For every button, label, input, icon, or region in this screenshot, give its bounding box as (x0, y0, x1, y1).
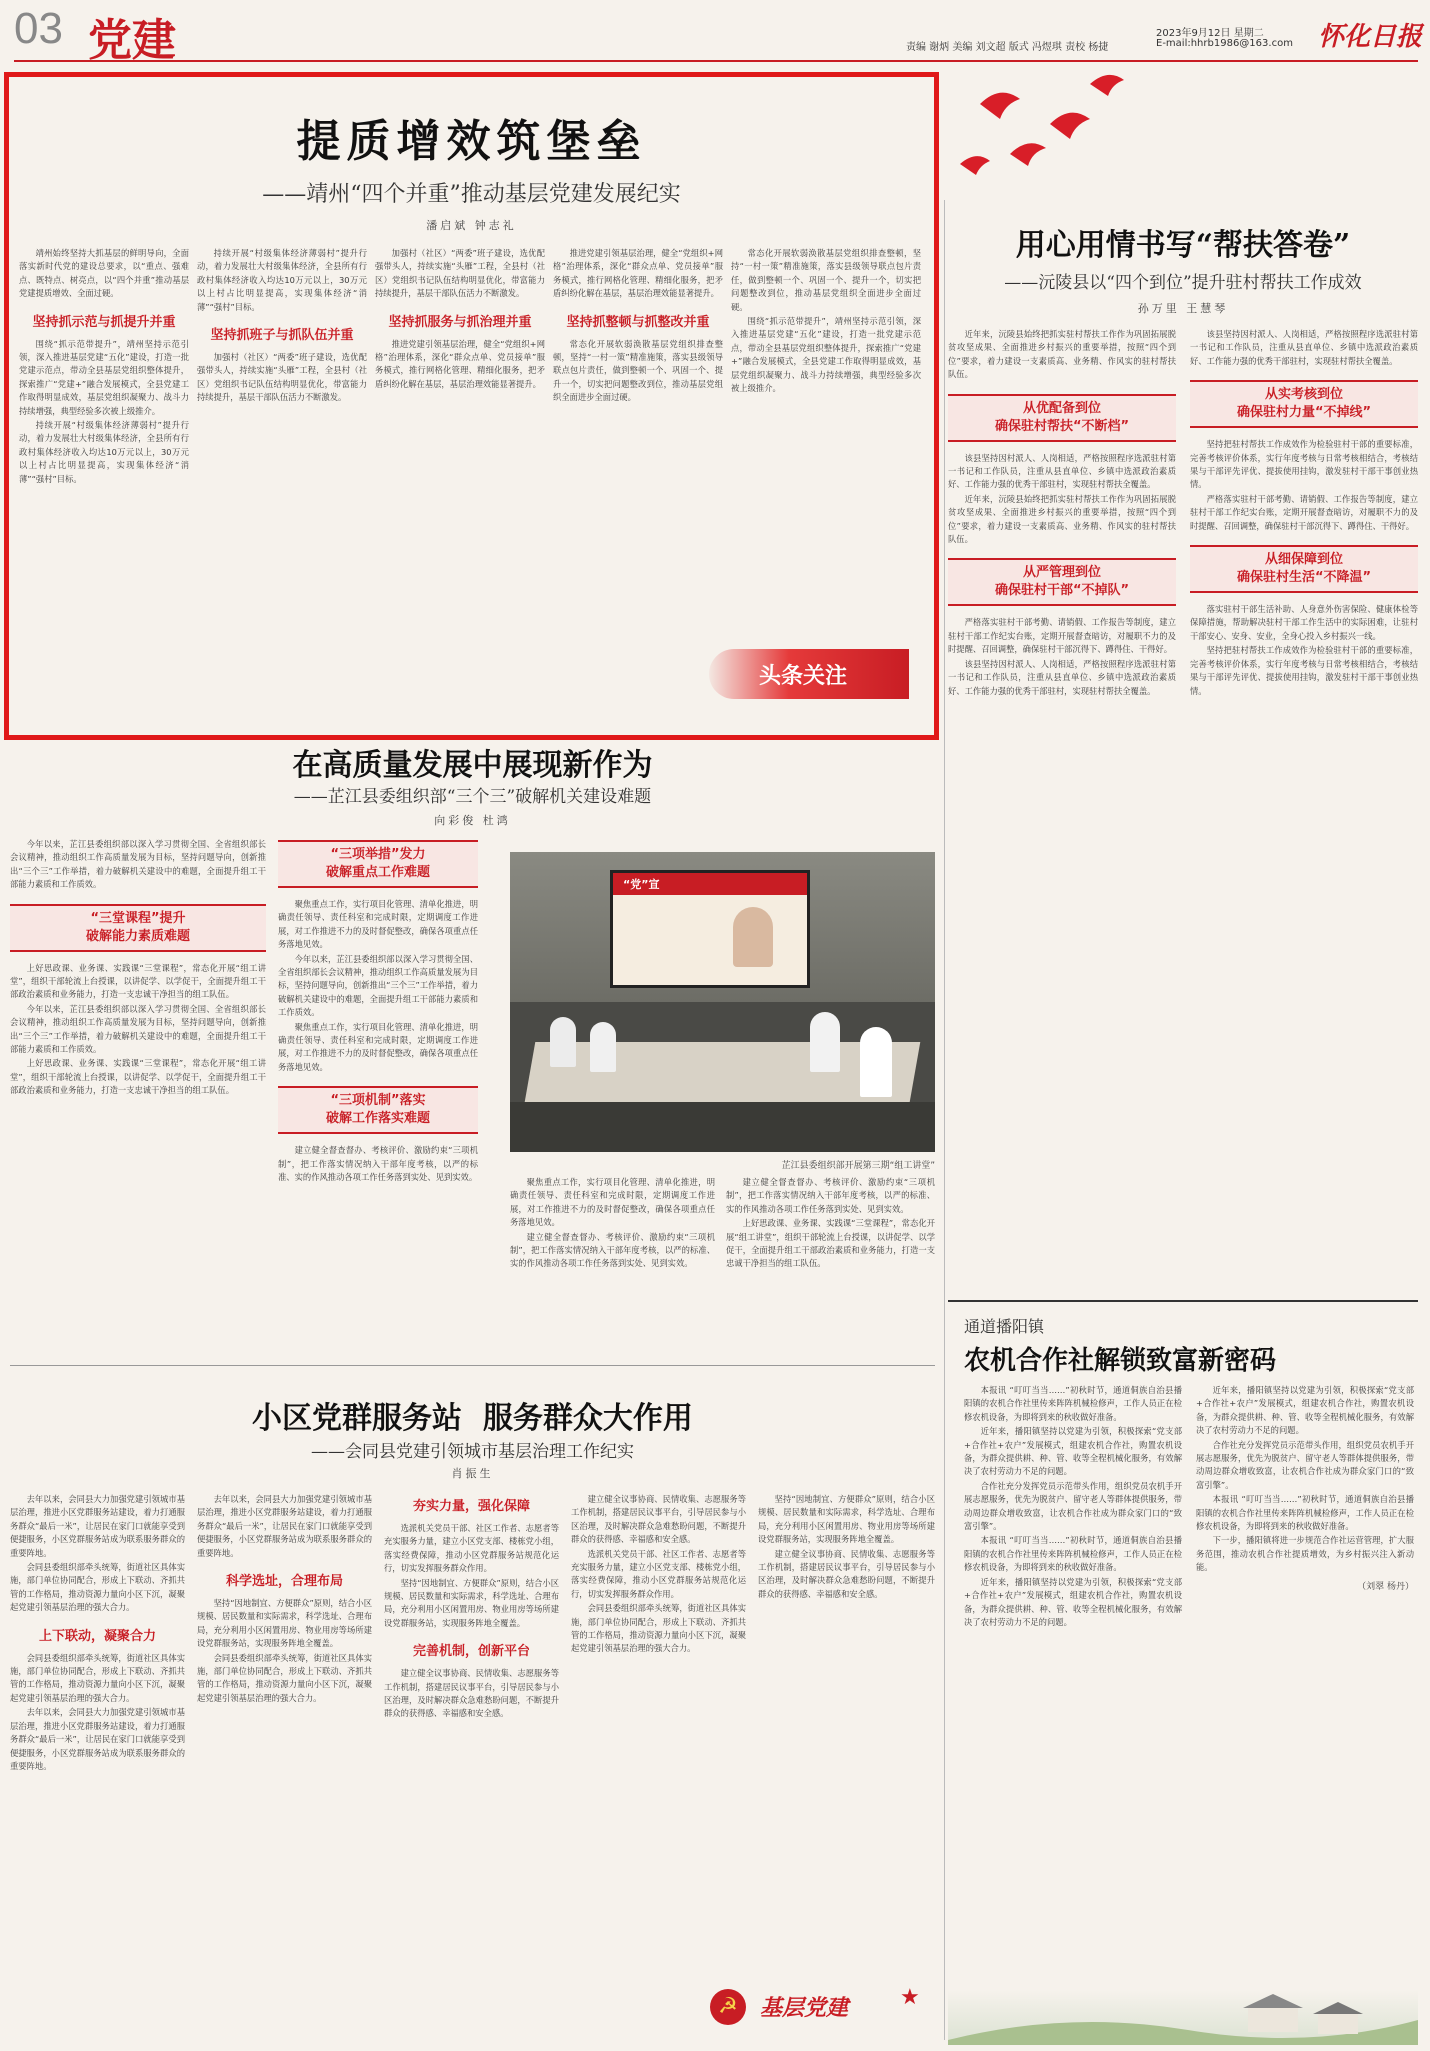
paragraph: 上好思政课、业务课、实践课“三堂课程”，常态化开展“组工讲堂”，组织干部轮流上台授课，以讲促学、以学促干，全面提升组工干部政治素质和业务能力，打造一支忠诚干净担当的组工队伍。 (10, 1058, 266, 1096)
paragraph: 去年以来，会同县大力加强党建引领城市基层治理，推进小区党群服务站建设，着力打通服务群众“最后一米”，让居民在家门口就能享受到便捷服务，小区党群服务站成为联系服务群众的重要阵地。 (10, 1707, 185, 1771)
article-subtitle: ——芷江县委组织部“三个三”破解机关建设难题 (293, 787, 652, 807)
article-column (197, 247, 367, 727)
column-rule (944, 1300, 945, 2040)
paragraph: 该县坚持因村派人、人岗相适，严格按照程序选派驻村第一书记和工作队员，注重从县直单位、乡镇中选派政治素质好、工作能力强的优秀干部驻村，实现驻村帮扶全覆盖。 (1190, 329, 1418, 366)
article-column (553, 247, 723, 727)
paragraph: 本报讯 “叮叮当当……”初秋时节，通道侗族自治县播阳镇的农机合作社里传来阵阵机械检修声，工作人员正在检修农机设备，为即将到来的秋收做好准备。 (1196, 1494, 1414, 1532)
article-strengthen-fortress (4, 72, 939, 740)
masthead-logo: 怀化日报 (1318, 22, 1423, 52)
doves-decoration (940, 64, 1420, 194)
subheading-box: 从细保障到位 确保驻村生活“不降温” (1190, 545, 1418, 593)
article-column (510, 1176, 715, 1356)
slide-figure (733, 907, 773, 967)
paragraph: 近年来，播阳镇坚持以党建为引领，积极探索“党支部+合作社+农户”发展模式，组建农机合作社，购置农机设备，为群众提供耕、种、管、收等全程机械化服务，有效解决了农村劳动力不足的问题。 (964, 1576, 1182, 1627)
subheading: 夯实力量，强化保障 (412, 1499, 530, 1514)
paragraph: 建立健全督查督办、考核评价、激励约束“三项机制”，把工作落实情况纳入干部年度考核，以严的标准、实的作风推动各项工作任务落到实处、见到实效。 (726, 1177, 935, 1214)
headline-focus-badge (709, 649, 909, 699)
paragraph: 落实驻村干部生活补助、人身意外伤害保险、健康体检等保障措施，帮助解决驻村干部工作生活中的实际困难，让驻村干部安心、安身、安业，全身心投入乡村振兴一线。 (1190, 604, 1418, 641)
paragraph: 今年以来，芷江县委组织部以深入学习贯彻全国、全省组织部长会议精神，推动组织工作高质量发展为目标，坚持问题导向，创新推出“三个三”工作举措，着力破解机关建设中的难题，全面提升组工干部能力素质和工作质效。 (278, 953, 478, 1018)
party-emblem-icon: ☭ (710, 1989, 746, 2025)
attendee (860, 1027, 892, 1097)
article-assistance-answer (948, 200, 1418, 1290)
article-byline: 潘启斌 钟志礼 (426, 219, 517, 232)
article-column (384, 1493, 559, 2043)
staff-credits: 责编 谢炳 美编 刘文超 版式 冯煜琪 责校 杨捷 (906, 42, 1109, 53)
paragraph: 推进党建引领基层治理，健全“党组织+网格”治理体系，深化“群众点单、党员接单”服务模式，推行网格化管理、精细化服务，把矛盾纠纷化解在基层，基层治理效能显著提升。 (553, 248, 723, 299)
article-title: 提质增效筑堡垒 (296, 116, 647, 167)
article-column (758, 1493, 935, 1973)
paragraph: 围绕“抓示范带提升”，靖州坚持示范引领，深入推进基层党建“五化”建设，打造一批党建示范点，带动全县基层党组织整体提升，探索推广“党建+”融合发展模式，全县党建工作取得明显成效，基层党组织凝聚力、战斗力持续增强，典型经验多次被上级推介。 (731, 316, 921, 394)
article-new-achievements (10, 740, 935, 1360)
paragraph: 靖州始终坚持大抓基层的鲜明导向，全面落实新时代党的建设总要求，以“重点、强难点、既特点、树亮点，以“四个并重”推动基层党建提质增效、全面过硬。 (19, 248, 189, 299)
attendee (550, 1017, 576, 1067)
paragraph: 选派机关党员干部、社区工作者、志愿者等充实服务力量，建立小区党支部、楼栋党小组，落实经费保障，推动小区党群服务站规范化运行，切实发挥服务群众作用。 (571, 1548, 746, 1599)
section-rule (10, 1365, 935, 1366)
subheading: 坚持抓服务与抓治理并重 (388, 314, 532, 330)
badge-label: 头条关注 (759, 663, 848, 689)
article-column (964, 1384, 1182, 1984)
paragraph: 严格落实驻村干部考勤、请销假、工作报告等制度，建立驻村干部工作纪实台账，定期开展督查暗访，对履职不力的及时提醒、召回调整，确保驻村干部沉得下、蹲得住、干得好。 (1190, 493, 1418, 531)
subheading: 坚持抓班子与抓队伍并重 (210, 328, 354, 344)
article-byline: 肖振生 (451, 1467, 494, 1480)
article-column (10, 838, 266, 1358)
paragraph: 加强村（社区）“两委”班子建设，选优配强带头人，持续实施“头雁”工程，全县村（社区）党组织书记队伍结构明显优化，带富能力持续提升，基层干部队伍活力不断激发。 (375, 248, 545, 299)
article-farm-machinery-coop (948, 1300, 1418, 2045)
page-number: 03 (14, 4, 63, 53)
contact-email: E-mail:hhrb1986@163.com (1156, 38, 1293, 49)
article-byline: 向彩俊 杜鸿 (434, 814, 511, 827)
header-rule (14, 60, 1418, 62)
paragraph: 聚焦重点工作，实行项目化管理、清单化推进，明确责任领导、责任科室和完成时限，定期调度工作进展，对工作推进不力的及时督促整改，确保各项重点任务落地见效。 (510, 1177, 715, 1228)
presentation-screen (610, 870, 810, 988)
paragraph: 下一步，播阳镇将进一步规范合作社运营管理，扩大服务范围，推动农机合作社提质增效，为乡村振兴注入新动能。 (1196, 1535, 1414, 1573)
paragraph: 近年来，沅陵县始终把抓实驻村帮扶工作作为巩固拓展脱贫攻坚成果、全面推进乡村振兴的重要举措，按照“四个到位”要求，着力建设一支素质高、业务精、作风实的驻村帮扶队伍。 (948, 329, 1176, 380)
star-icon: ★ (900, 1985, 920, 2010)
paragraph: 该县坚持因村派人、人岗相适，严格按照程序选派驻村第一书记和工作队员，注重从县直单位、乡镇中选派政治素质好、工作能力强的优秀干部驻村，实现驻村帮扶全覆盖。 (948, 452, 1176, 490)
subheading: 上下联动，凝聚合力 (38, 1628, 156, 1644)
paragraph: 今年以来，芷江县委组织部以深入学习贯彻全国、全省组织部长会议精神，推动组织工作高质量发展为目标，坚持问题导向，创新推出“三个三”工作举措，着力破解机关建设中的难题，全面提升组工干部能力素质和工作质效。 (10, 1003, 266, 1055)
paragraph: 本报讯 “叮叮当当……”初秋时节，通道侗族自治县播阳镇的农机合作社里传来阵阵机械检修声，工作人员正在检修农机设备，为即将到来的秋收做好准备。 (964, 1535, 1182, 1573)
paragraph: 围绕“抓示范带提升”，靖州坚持示范引领，深入推进基层党建“五化”建设，打造一批党建示范点，带动全县基层党组织整体提升，探索推广“党建+”融合发展模式，全县党建工作取得明显成效，基层党组织凝聚力、战斗力持续增强，典型经验多次被上级推介。 (19, 338, 189, 416)
paragraph: 推进党建引领基层治理，健全“党组织+网格”治理体系，深化“群众点单、党员接单”服务模式，推行网格化管理、精细化服务，把矛盾纠纷化解在基层，基层治理效能显著提升。 (375, 338, 545, 389)
paragraph: 近年来，沅陵县始终把抓实驻村帮扶工作作为巩固拓展脱贫攻坚成果、全面推进乡村振兴的重要举措，按照“四个到位”要求，着力建设一支素质高、业务精、作风实的驻村帮扶队伍。 (948, 493, 1176, 545)
village-landscape-decoration (948, 1990, 1418, 2045)
subheading: 坚持抓示范与抓提升并重 (32, 314, 176, 330)
paragraph: 常态化开展软弱涣散基层党组织排查整顿，坚持“一村一策”精准施策，落实县级领导联点包片责任，做到整顿一个、巩固一个、提升一个，切实把问题整改到位，推动基层党组织全面进步全面过硬。 (731, 248, 921, 312)
article-subtitle: ——靖州“四个并重”推动基层党建发展纪实 (262, 182, 681, 207)
article-column (948, 328, 1176, 1288)
grassroots-party-badge (710, 1985, 930, 2029)
issue-date: 2023年9月12日 星期二 (1156, 28, 1264, 39)
page-header (0, 0, 1430, 66)
article-column (1196, 1384, 1414, 1984)
article-column (197, 1493, 372, 2043)
article-byline: 孙万里 王慧琴 (1137, 302, 1229, 315)
paragraph: 本报讯 “叮叮当当……”初秋时节，通道侗族自治县播阳镇的农机合作社里传来阵阵机械检修声，工作人员正在检修农机设备，为即将到来的秋收做好准备。 (964, 1385, 1182, 1422)
article-title: 小区党群服务站 服务群众大作用 (252, 1401, 693, 1436)
article-column (10, 1493, 185, 2043)
paragraph: 上好思政课、业务课、实践课“三堂课程”，常态化开展“组工讲堂”，组织干部轮流上台授课，以讲促学、以学促干，全面提升组工干部政治素质和业务能力，打造一支忠诚干净担当的组工队伍。 (10, 962, 266, 1000)
photo-floor (510, 1102, 935, 1152)
paragraph: 会同县委组织部牵头统筹，街道社区具体实施，部门单位协同配合，形成上下联动、齐抓共管的工作格局，推动资源力量向小区下沉，凝聚起党建引领基层治理的强大合力。 (571, 1603, 746, 1654)
paragraph: 持续开展“村级集体经济薄弱村”提升行动，着力发展壮大村级集体经济，全县所有行政村集体经济收入均达10万元以上，30万元以上村占比明显提高，实现集体经济“消薄”“强村”目标。 (19, 420, 189, 484)
photo-caption: 芷江县委组织部开展第三期“组工讲堂” (781, 1161, 935, 1171)
paragraph: 建立健全督查督办、考核评价、激励约束“三项机制”，把工作落实情况纳入干部年度考核，以严的标准、实的作风推动各项工作任务落到实处、见到实效。 (510, 1231, 715, 1269)
paragraph: 会同县委组织部牵头统筹，街道社区具体实施，部门单位协同配合，形成上下联动、齐抓共管的工作格局，推动资源力量向小区下沉，凝聚起党建引领基层治理的强大合力。 (10, 1652, 185, 1703)
subheading-box: 从优配备到位 确保驻村帮扶“不断档” (948, 394, 1176, 442)
paragraph: 该县坚持因村派人、人岗相适，严格按照程序选派驻村第一书记和工作队员，注重从县直单位、乡镇中选派政治素质好、工作能力强的优秀干部驻村，实现驻村帮扶全覆盖。 (948, 658, 1176, 696)
article-subtitle: ——沅陵县以“四个到位”提升驻村帮扶工作成效 (1004, 273, 1362, 293)
article-column (726, 1176, 935, 1356)
paragraph: 建立健全议事协商、民情收集、志愿服务等工作机制，搭建居民议事平台，引导居民参与小区治理，及时解决群众急难愁盼问题，不断提升群众的获得感、幸福感和安全感。 (758, 1548, 935, 1599)
column-rule (944, 200, 945, 1310)
paragraph: 上好思政课、业务课、实践课“三堂课程”，常态化开展“组工讲堂”，组织干部轮流上台授课，以讲促学、以学促干，全面提升组工干部政治素质和业务能力，打造一支忠诚干净担当的组工队伍。 (726, 1218, 935, 1269)
paragraph: 选派机关党员干部、社区工作者、志愿者等充实服务力量，建立小区党支部、楼栋党小组，落实经费保障，推动小区党群服务站规范化运行，切实发挥服务群众作用。 (384, 1523, 559, 1574)
attendee (810, 1012, 840, 1072)
subheading: 完善机制，创新平台 (412, 1644, 530, 1660)
article-subtitle: ——会同县党建引领城市基层治理工作纪实 (311, 1442, 634, 1462)
article-community-service-station (10, 1375, 935, 2045)
article-column (1190, 328, 1418, 1288)
section-rule (948, 1300, 1418, 1302)
paragraph: 建立健全议事协商、民情收集、志愿服务等工作机制，搭建居民议事平台，引导居民参与小区治理，及时解决群众急难愁盼问题，不断提升群众的获得感、幸福感和安全感。 (384, 1668, 559, 1719)
paragraph: 建立健全督查督办、考核评价、激励约束“三项机制”，把工作落实情况纳入干部年度考核，以严的标准、实的作风推动各项工作任务落到实处、见到实效。 (278, 1145, 478, 1183)
paragraph: 近年来，播阳镇坚持以党建为引领，积极探索“党支部+合作社+农户”发展模式，组建农机合作社，购置农机设备，为群众提供耕、种、管、收等全程机械化服务，有效解决了农村劳动力不足的问题。 (964, 1426, 1182, 1477)
article-title: 农机合作社解锁致富新密码 (964, 1346, 1277, 1376)
subheading-box: “三堂课程”提升 破解能力素质难题 (10, 904, 266, 952)
paragraph: 去年以来，会同县大力加强党建引领城市基层治理，推进小区党群服务站建设，着力打通服务群众“最后一米”，让居民在家门口就能享受到便捷服务，小区党群服务站成为联系服务群众的重要阵地。 (197, 1494, 372, 1558)
paragraph: 去年以来，会同县大力加强党建引领城市基层治理，推进小区党群服务站建设，着力打通服务群众“最后一米”，让居民在家门口就能享受到便捷服务，小区党群服务站成为联系服务群众的重要阵地。 (10, 1494, 185, 1558)
article-title: 用心用情书写“帮扶答卷” (1015, 228, 1351, 263)
article-column (731, 247, 921, 647)
subheading-box: “三项举措”发力 破解重点工作难题 (278, 840, 478, 888)
paragraph: 合作社充分发挥党员示范带头作用，组织党员农机手开展志愿服务，优先为脱贫户、留守老人等群体提供服务，带动周边群众增收致富，让农机合作社成为群众家门口的“致富引擎”。 (964, 1480, 1182, 1532)
article-column (571, 1493, 746, 1973)
paragraph: 加强村（社区）“两委”班子建设，选优配强带头人，持续实施“头雁”工程，全县村（社区）党组织书记队伍结构明显优化，带富能力持续提升，基层干部队伍活力不断激发。 (197, 352, 367, 403)
badge-label: 基层党建 (760, 1995, 849, 2021)
article-credit: （刘翠 杨丹） (1357, 1581, 1414, 1592)
paragraph: 近年来，播阳镇坚持以党建为引领，积极探索“党支部+合作社+农户”发展模式，组建农机合作社，购置农机设备，为群众提供耕、种、管、收等全程机械化服务，有效解决了农村劳动力不足的问题。 (1196, 1385, 1414, 1436)
paragraph: 今年以来，芷江县委组织部以深入学习贯彻全国、全省组织部长会议精神，推动组织工作高质量发展为目标，坚持问题导向，创新推出“三个三”工作举措，着力破解机关建设中的难题，全面提升组工干部能力素质和工作质效。 (10, 839, 266, 890)
article-kicker: 通道播阳镇 (964, 1317, 1045, 1336)
section-name: 党建 (88, 15, 176, 66)
paragraph: 坚持“因地制宜、方便群众”原则，结合小区规模、居民数量和实际需求，科学选址、合理布局，充分利用小区闲置用房、物业用房等场所建设党群服务站，实现服务阵地全覆盖。 (758, 1494, 935, 1545)
paragraph: 会同县委组织部牵头统筹，街道社区具体实施，部门单位协同配合，形成上下联动、齐抓共管的工作格局，推动资源力量向小区下沉，凝聚起党建引领基层治理的强大合力。 (10, 1562, 185, 1613)
paragraph: 坚持“因地制宜、方便群众”原则，结合小区规模、居民数量和实际需求，科学选址、合理布局，充分利用小区闲置用房、物业用房等场所建设党群服务站，实现服务阵地全覆盖。 (197, 1598, 372, 1649)
paragraph: 持续开展“村级集体经济薄弱村”提升行动，着力发展壮大村级集体经济，全县所有行政村集体经济收入均达10万元以上，30万元以上村占比明显提高，实现集体经济“消薄”“强村”目标。 (197, 248, 367, 312)
paragraph: 严格落实驻村干部考勤、请销假、工作报告等制度，建立驻村干部工作纪实台账，定期开展督查暗访，对履职不力的及时提醒、召回调整，确保驻村干部沉得下、蹲得住、干得好。 (948, 617, 1176, 655)
paragraph: 坚持把驻村帮扶工作成效作为检验驻村干部的重要标准，完善考核评价体系，实行年度考核与日常考核相结合，考核结果与干部评先评优、提拔使用挂钩，激发驻村干部干事创业热情。 (1190, 439, 1418, 490)
subheading-box: 从严管理到位 确保驻村干部“不掉队” (948, 558, 1176, 606)
meeting-photo (510, 852, 935, 1152)
paragraph: 常态化开展软弱涣散基层党组织排查整顿，坚持“一村一策”精准施策，落实县级领导联点包片责任，做到整顿一个、巩固一个、提升一个，切实把问题整改到位，推动基层党组织全面进步全面过硬。 (553, 338, 723, 403)
paragraph: 会同县委组织部牵头统筹，街道社区具体实施，部门单位协同配合，形成上下联动、齐抓共管的工作格局，推动资源力量向小区下沉，凝聚起党建引领基层治理的强大合力。 (197, 1652, 372, 1703)
subheading-box: 从实考核到位 确保驻村力量“不掉线” (1190, 380, 1418, 428)
paragraph: 聚焦重点工作，实行项目化管理、清单化推进，明确责任领导、责任科室和完成时限，定期调度工作进展，对工作推进不力的及时督促整改，确保各项重点任务落地见效。 (278, 899, 478, 950)
article-column (278, 838, 478, 1358)
article-column (19, 247, 189, 727)
attendee (590, 1022, 616, 1072)
paragraph: 建立健全议事协商、民情收集、志愿服务等工作机制，搭建居民议事平台，引导居民参与小区治理，及时解决群众急难愁盼问题，不断提升群众的获得感、幸福感和安全感。 (571, 1494, 746, 1545)
article-title: 在高质量发展中展现新作为 (292, 748, 653, 783)
subheading-box: “三项机制”落实 破解工作落实难题 (278, 1086, 478, 1134)
paragraph: 聚焦重点工作，实行项目化管理、清单化推进，明确责任领导、责任科室和完成时限，定期调度工作进展，对工作推进不力的及时督促整改，确保各项重点任务落地见效。 (278, 1021, 478, 1072)
paragraph: 合作社充分发挥党员示范带头作用，组织党员农机手开展志愿服务，优先为脱贫户、留守老人等群体提供服务，带动周边群众增收致富，让农机合作社成为群众家门口的“致富引擎”。 (1196, 1439, 1414, 1490)
subheading: 科学选址，合理布局 (225, 1574, 343, 1590)
slide-text: “党”宣 (623, 878, 660, 891)
subheading: 坚持抓整顿与抓整改并重 (566, 314, 710, 330)
article-column (375, 247, 545, 727)
paragraph: 坚持“因地制宜、方便群众”原则，结合小区规模、居民数量和实际需求，科学选址、合理布局，充分利用小区闲置用房、物业用房等场所建设党群服务站，实现服务阵地全覆盖。 (384, 1577, 559, 1628)
paragraph: 坚持把驻村帮扶工作成效作为检验驻村干部的重要标准，完善考核评价体系，实行年度考核与日常考核相结合，考核结果与干部评先评优、提拔使用挂钩，激发驻村干部干事创业热情。 (1190, 645, 1418, 696)
